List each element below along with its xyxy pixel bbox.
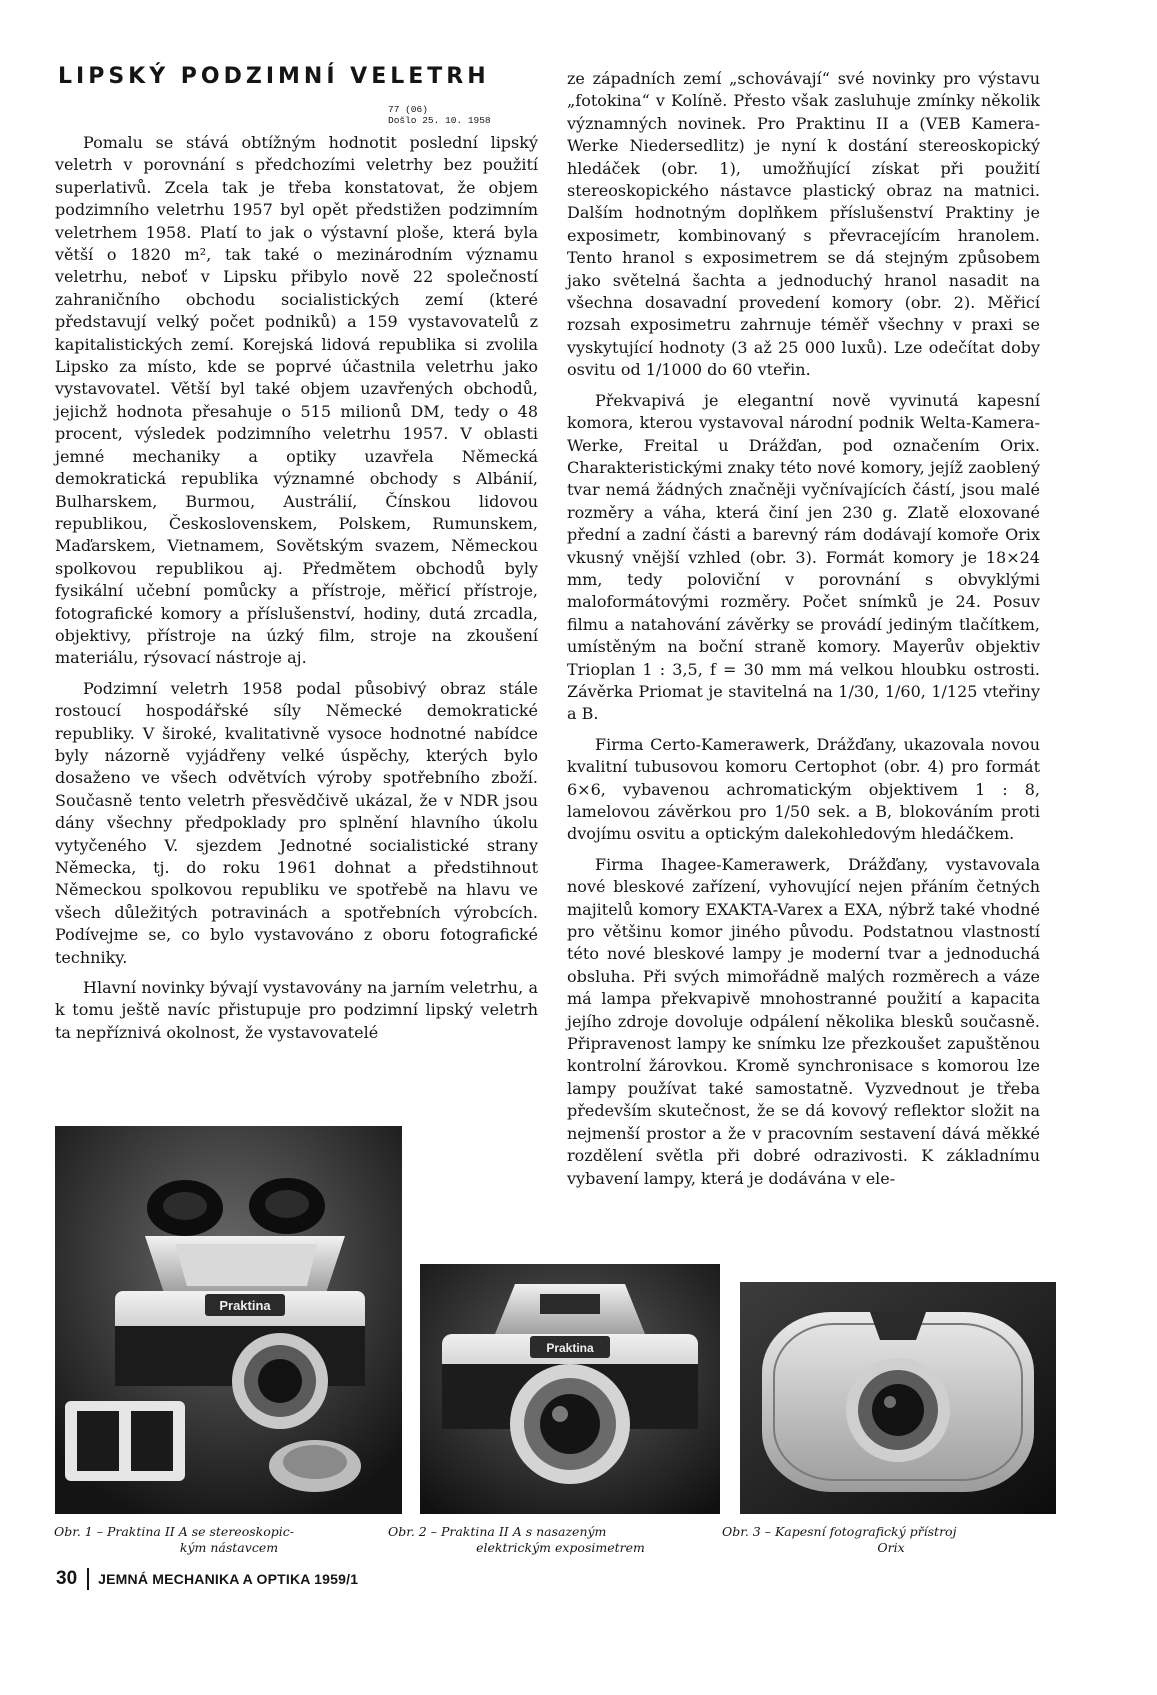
page-number: 30 — [56, 1568, 78, 1589]
paragraph: Firma Certo-Kamerawerk, Drážďany, ukazovala novou kvalitní tubusovou komoru Certophot (obr. 4) pro formát 6×6, vybavenou achromatickým objektivem 1 : 8, lamelovou závěrkou pro 1/50 sek. a B, blokováním proti dvojímu osvitu a optickým dalekohledovým hledáčkem. — [567, 734, 1040, 844]
caption-line: kým nástavcem — [179, 1540, 279, 1555]
page-footer — [56, 1567, 358, 1591]
paragraph: Firma Ihagee-Kamerawerk, Drážďany, vystavovala nové bleskové zařízení, vyhovující nejen přáním četných majitelů komory EXAKTA-Varex a EXA, nýbrž také vhodné pro většinu komor jiného původu. Podstatnou vlastností této nové bleskové lampy je moderní tvar a jednoduchá obsluha. Při svých mimořádně malých rozměrech a váze má lampa překvapivě mnohostranné použití a kapacita jejího zdroje dovoluje odpálení několika blesků současně. Připravenost lampy ke snímku lze přezkoušet zapuštěnou kontrolní žárovkou. Kromě synchronisace s komorou lze lampy používat také samostatně. Vyzvednout je třeba především skutečnost, že se dá kovový reflektor složit na nejmenší prostor a že v pracovním sestavení dává měkké rozdělení světla při dobré odrazivosti. K základnímu vybavení lampy, která je dodávána v ele- — [567, 854, 1040, 1188]
brand-label: Praktina — [219, 1298, 271, 1313]
journal-name: JEMNÁ MECHANIKA A OPTIKA 1959/1 — [98, 1571, 359, 1587]
figure-1-photo — [55, 1126, 402, 1514]
caption-line: Orix — [877, 1540, 905, 1555]
figure-3-caption — [722, 1524, 1060, 1556]
article-title: LIPSKÝ PODZIMNÍ VELETRH — [58, 64, 490, 89]
caption-line: Obr. 1 – Praktina II A se stereoskopic- — [54, 1524, 294, 1539]
paragraph: Podzimní veletrh 1958 podal působivý obraz stále rostoucí hospodářské síly Německé demokratické republiky. V široké, kvalitativně vysoce hodnotné nabídce byly názorně vyjádřeny velké úspěchy, kterých bylo dosaženo ve všech odvětvích výroby spotřebního zboží. Současně tento veletrh přesvědčivě ukázal, že v NDR jsou dány všechny předpoklady pro splnění hlavního úkolu vytyčeného V. sjezdem Jednotné socialistické strany Německa, tj. do roku 1961 dohnat a předstihnout Německou spolkovou republiku ve spotřebě na hlavu ve všech důležitých potravinách a spotřebních výrobcích. Podívejme se, co bylo vystavováno z oboru fotografické techniky. — [55, 678, 538, 967]
praktina-stereo-camera-image — [55, 1126, 402, 1514]
caption-line: Obr. 3 – Kapesní fotografický přístroj — [722, 1524, 957, 1539]
paragraph: Překvapivá je elegantní nově vyvinutá kapesní komora, kterou vystavoval národní podnik Welta-Kamera-Werke, Freital u Drážďan, pod označením Orix. Charakteristickými znaky této nové komory, jejíž zaoblený tvar nemá žádných značněji vyčnívajících částí, jsou malé rozměry a váha, která činí jen 230 g. Zlatě eloxované přední a zadní části a barevný rám dodávají komoře Orix vkusný vnější vzhled (obr. 3). Formát komory je 18×24 mm, tedy poloviční v porovnání s obvyklými maloformátovými rozměry. Počet snímků je 24. Posuv filmu a natahování závěrky se provádí jediným tlačítkem, umístěným na boční straně komory. Mayerův objektiv Trioplan 1 : 3,5, f = 30 mm má velkou hloubku ostrosti. Závěrka Priomat je stavitelná na 1/30, 1/60, 1/125 vteřiny a B. — [567, 390, 1040, 724]
figure-2-photo — [420, 1264, 720, 1514]
praktina-exposimeter-camera-image — [420, 1264, 720, 1514]
right-text-column — [567, 68, 1040, 1198]
received-note — [388, 104, 508, 126]
brand-label: Praktina — [546, 1341, 594, 1355]
received-date: Došlo 25. 10. 1958 — [388, 115, 491, 126]
paragraph: Pomalu se stává obtížným hodnotit poslední lipský veletrh v porovnání s předchozími veletrhy bez použití superlativů. Zcela tak je třeba konstatovat, že objem podzimního veletrhu 1957 byl opět předstižen podzimním veletrhem 1958. Platí to jak o výstavní ploše, která byla větší o 1820 m², tak také o mezinárodním významu veletrhu, neboť v Lipsku přibylo nově 22 společností zahraničního obchodu socialistických zemí (které představují velký počet podniků) a 159 vystavovatelů z kapitalistických zemí. Korejská lidová republika si zvolila Lipsko za místo, kde se poprvé účastnila veletrhu jako vystavovatel. Větší byl také objem uzavřených obchodů, jejichž hodnota přesahuje o 515 milionů DM, tedy o 48 procent, výsledek podzimního veletrhu 1957. V oblasti jemné mechaniky a optiky uzavřela Německá demokratická republika významné obchody s Albánií, Bulharskem, Burmou, Austrálií, Čínskou lidovou republikou, Československem, Polskem, Rumunskem, Maďarskem, Vietnamem, Sovětským svazem, Německou spolkovou republikou aj. Předmětem obchodů byly fysikální učební pomůcky a přístroje, měřicí přístroje, fotografické komory a příslušenství, hodiny, dutá zrcadla, objektivy, přístroje na úzký film, stroje na zkoušení materiálu, rýsovací nástroje aj. — [55, 133, 538, 668]
caption-line: Obr. 2 – Praktina II A s nasazeným — [388, 1524, 607, 1539]
footer-divider — [87, 1568, 89, 1590]
figure-3-photo — [740, 1282, 1056, 1514]
figure-2-caption — [388, 1524, 733, 1556]
orix-pocket-camera-image — [740, 1282, 1056, 1514]
figure-1-caption — [54, 1524, 404, 1556]
ref-number: 77 (06) — [388, 104, 428, 115]
paragraph: Hlavní novinky bývají vystavovány na jarním veletrhu, a k tomu ještě navíc přistupuje pro podzimní lipský veletrh ta nepříznivá okolnost, že vystavovatelé — [55, 978, 538, 1042]
paragraph: ze západních zemí „schovávají“ své novinky pro výstavu „fotokina“ v Kolíně. Přesto však zasluhuje zmínky několik významných novinek. Pro Praktinu II a (VEB Kamera-Werke Niedersedlitz) je nyní k dostání stereoskopický hledáček (obr. 1), umožňující získat při použití stereoskopického nástavce plastický obraz na matnici. Dalším hodnotným doplňkem příslušenství Praktiny je exposimetr, kombinovaný s převracejícím hranolem. Tento hranol s exposimetrem se dá stejným způsobem jako světelná šachta a jednoduchý hranol nasadit na všechna dosavadní provedení komory (obr. 2). Měřicí rozsah exposimetru zahrnuje téměř všechny v praxi se vyskytující hodnoty (3 až 25 000 luxů). Lze odečítat doby osvitu od 1/1000 do 60 vteřin. — [567, 69, 1040, 380]
left-text-column — [55, 132, 538, 1052]
caption-line: elektrickým exposimetrem — [476, 1540, 645, 1555]
